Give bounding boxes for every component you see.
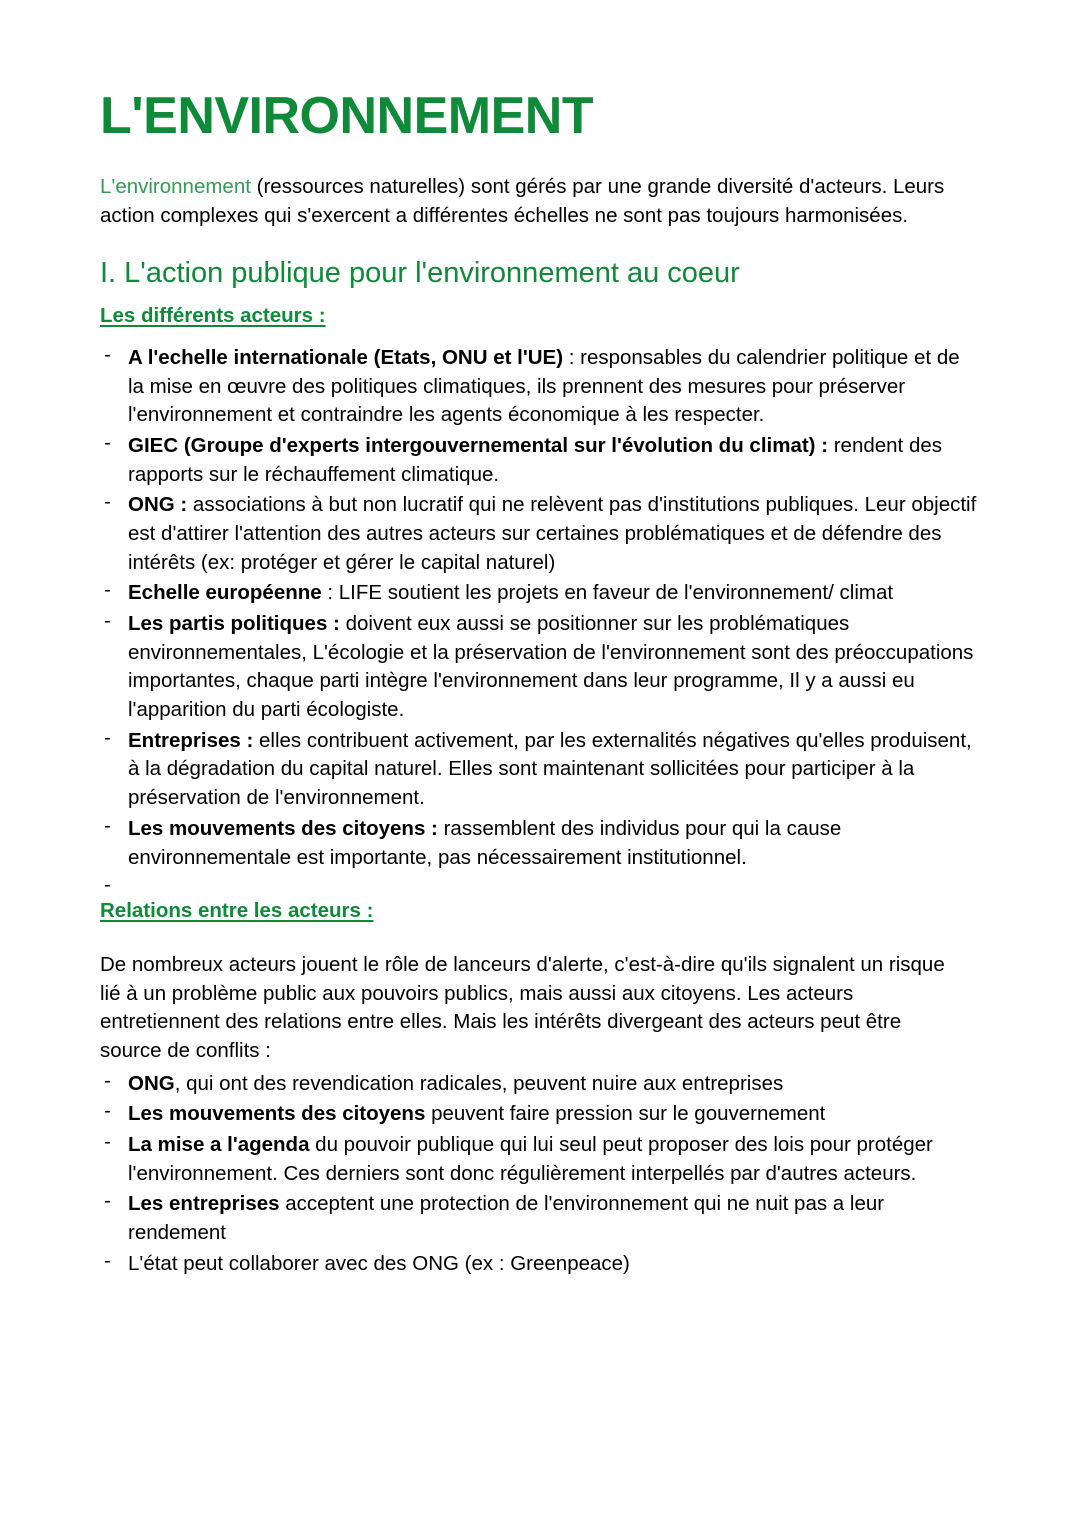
list-item-text: rendent des rapports sur le réchauffement climatique.: [128, 433, 943, 486]
list-item-term: La mise a l'agenda: [128, 1132, 310, 1156]
relations-list: [100, 1070, 980, 1279]
list-item: [100, 344, 980, 430]
list-item-text: associations à but non lucratif qui ne relèvent pas d'institutions publiques. Leur objectif est d'attirer l'attention des autres acteurs sur certaines problématiques et de défendre des intérêts (ex: protéger et gérer le capital naturel): [128, 493, 977, 574]
actors-list: [100, 344, 980, 896]
list-item-term: Echelle européenne: [128, 581, 322, 605]
list-item: [100, 491, 980, 577]
list-item: [100, 1131, 980, 1188]
list-item-text: L'état peut collaborer avec des ONG (ex : Greenpeace): [128, 1251, 630, 1275]
intro-text: (ressources naturelles) sont gérés par une grande diversité d'acteurs. Leurs action complexes qui s'exercent a différentes échelles ne sont pas toujours harmonisées.: [100, 175, 945, 228]
page-title: L'ENVIRONNEMENT: [100, 87, 594, 145]
list-item: [100, 1100, 980, 1129]
list-item-term: Les mouvements des citoyens: [128, 1102, 426, 1126]
list-item-text: du pouvoir publique qui lui seul peut proposer des lois pour protéger l'environnement. Ces derniers sont donc régulièrement interpellés par d'autres acteurs.: [128, 1132, 933, 1185]
list-item-term: Les entreprises: [128, 1192, 280, 1216]
list-item: [100, 815, 980, 872]
list-item-empty: [100, 874, 980, 896]
subheading-les-differents-acteurs: Les différents acteurs :: [100, 304, 326, 328]
section-heading-1: I. L'action publique pour l'environnement au coeur: [100, 257, 740, 290]
list-item-text: , qui ont des revendication radicales, peuvent nuire aux entreprises: [174, 1071, 784, 1095]
list-item-term: ONG: [128, 1071, 175, 1095]
list-item-term: ONG :: [128, 493, 188, 517]
intro-paragraph: [100, 172, 960, 230]
list-item-text: peuvent faire pression sur le gouvernement: [425, 1102, 826, 1126]
list-item-text: : responsables du calendrier politique et de la mise en œuvre des politiques climatiques, ils prennent des mesures pour préserver l'environnement et contraindre les agents économique à les respecter.: [128, 345, 960, 427]
list-item: [100, 1190, 980, 1247]
list-item-text: elles contribuent activement, par les externalités négatives qu'elles produisent, à la dégradation du capital naturel. Elles sont maintenant sollicitées pour participer à la préservation de l'environnement.: [128, 728, 972, 810]
list-item-term: A l'echelle internationale (Etats, ONU et l'UE): [128, 345, 564, 369]
subheading-relations-entre-les-acteurs: Relations entre les acteurs :: [100, 899, 374, 923]
list-item-text: rassemblent des individus pour qui la cause environnementale est importante, pas nécessairement institutionnel.: [128, 816, 842, 869]
list-item: [100, 1250, 980, 1279]
list-item-text: doivent eux aussi se positionner sur les problématiques environnementales, L'écologie et la préservation de l'environnement sont des préoccupations importantes, chaque parti intègre l'environnement dans leur programme, Il y a aussi eu l'apparition du parti écologiste.: [128, 612, 974, 722]
list-item: [100, 610, 980, 725]
list-item-term: Entreprises :: [128, 728, 254, 752]
list-item-term: Les partis politiques :: [128, 612, 340, 635]
list-item: [100, 432, 980, 489]
list-item-term: Les mouvements des citoyens :: [128, 816, 438, 840]
list-item: [100, 727, 980, 813]
intro-lead-term: L'environnement: [100, 175, 251, 199]
list-item-text: acceptent une protection de l'environnement qui ne nuit pas a leur rendement: [128, 1192, 885, 1245]
list-item: [100, 1070, 980, 1099]
list-item-text: : LIFE soutient les projets en faveur de l'environnement/ climat: [321, 581, 894, 605]
list-item-term: GIEC (Groupe d'experts intergouvernemental sur l'évolution du climat) :: [128, 433, 829, 457]
list-item: [100, 579, 980, 608]
relations-paragraph: De nombreux acteurs jouent le rôle de lanceurs d'alerte, c'est-à-dire qu'ils signalent un risque lié à un problème public aux pouvoirs publics, mais aussi aux citoyens. Les acteurs entretiennent des relations entre elles. Mais les intérêts divergeant des acteurs peut être source de conflits :: [100, 952, 945, 1062]
